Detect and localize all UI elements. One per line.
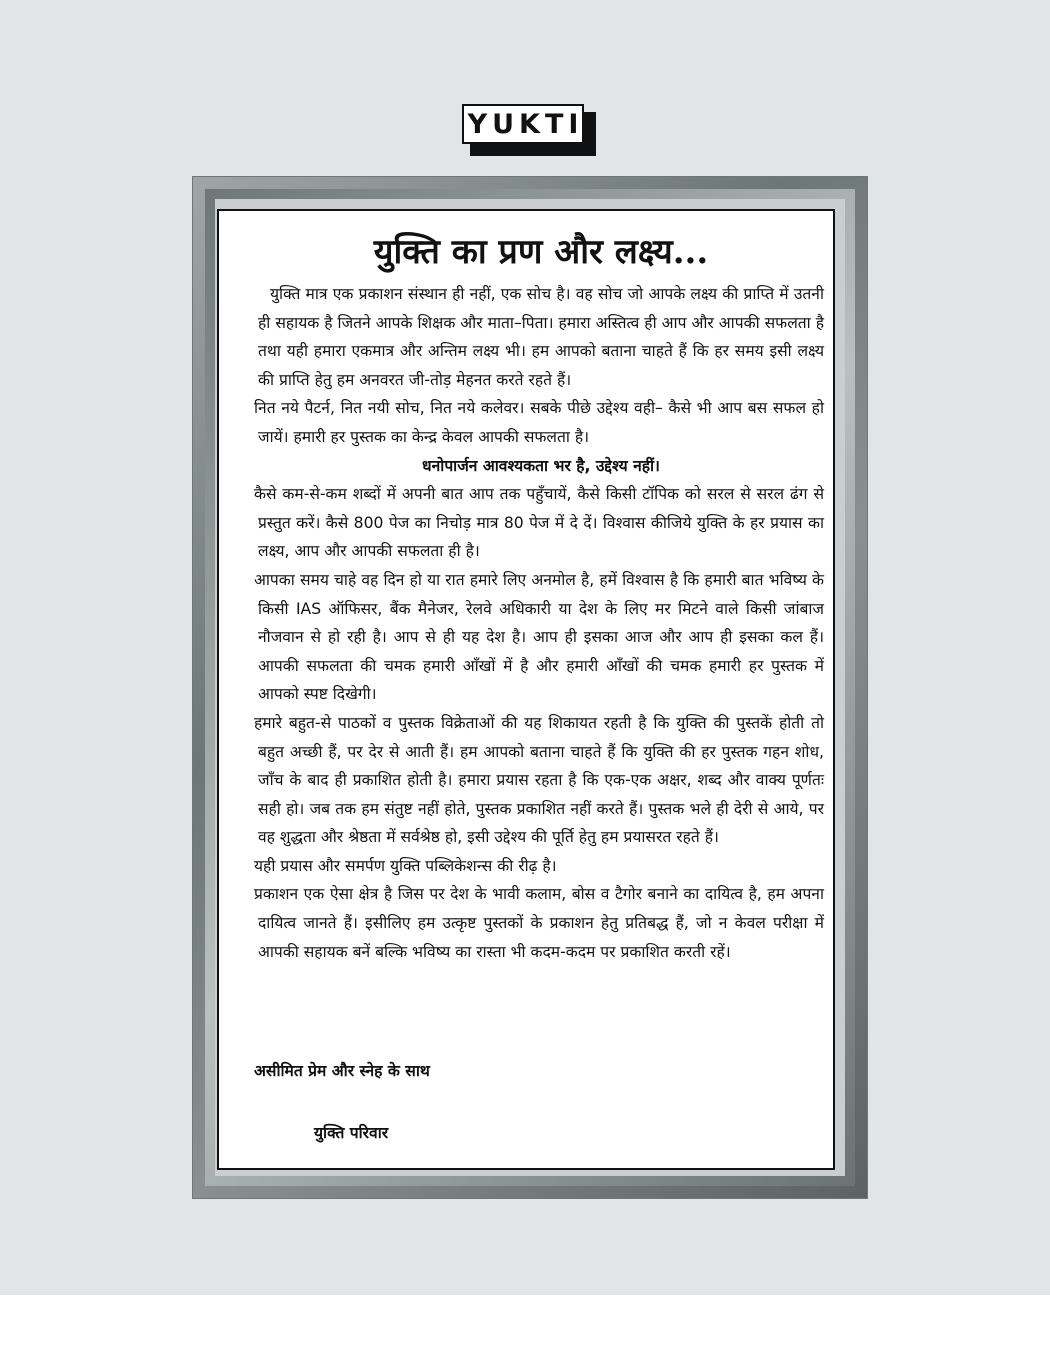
paragraph-4: आपका समय चाहे वह दिन हो या रात हमारे लिए अनमोल है, हमें विश्वास है कि हमारी बात भविष्य के किसी IAS ऑफिसर, बैंक मैनेजर, रेलवे अधिकारी या देश के लिए मर मिटने वाले किसी जांबाज नौजवान से हो रही है। आप से ही यह देश है। आप ही इसका आज और आप ही इसका कल हैं। आपकी सफलता की चमक हमारी आँखों में है और हमारी आँखों की चमक हमारी हर पुस्तक में आपको स्पष्ट दिखेगी। bbox=[254, 570, 824, 704]
letter-content bbox=[254, 226, 824, 966]
paragraph-1: युक्ति मात्र एक प्रकाशन संस्थान ही नहीं, एक सोच है। वह सोच जो आपके लक्ष्य की प्राप्ति में उतनी ही सहायक है जितने आपके शिक्षक और माता–पिता। हमारा अस्तित्व ही आप और आपकी सफलता है तथा यही हमारा एकमात्र और अन्तिम लक्ष्य भी। हम आपको बताना चाहते हैं कि हर समय इसी लक्ष्य की प्राप्ति हेतु हम अनवरत जी-तोड़ मेहनत करते रहते हैं। bbox=[258, 285, 824, 389]
paragraph-6: यही प्रयास और समर्पण युक्ति पब्लिकेशन्स की रीढ़ है। bbox=[254, 856, 557, 875]
yukti-logo bbox=[462, 104, 598, 158]
signature: युक्ति परिवार bbox=[314, 1124, 389, 1142]
logo-text: YUKTI bbox=[467, 108, 584, 140]
letter-title: युक्ति का प्रण और लक्ष्य... bbox=[373, 232, 709, 272]
paragraph-2: नित नये पैटर्न, नित नयी सोच, नित नये कलेवर। सबके पीछे उद्देश्य वही– कैसे भी आप बस सफल हो जायें। हमारी हर पुस्तक का केन्द्र केवल आपकी सफलता है। bbox=[254, 399, 824, 446]
paragraph-5: हमारे बहुत-से पाठकों व पुस्तक विक्रेताओं की यह शिकायत रहती है कि युक्ति की पुस्तकें होती तो बहुत अच्छी हैं, पर देर से आती हैं। हम आपको बताना चाहते हैं कि युक्ति की हर पुस्तक गहन शोध, जाँच के बाद ही प्रकाशित होती है। हमारा प्रयास रहता है कि एक-एक अक्षर, शब्द और वाक्य पूर्णतः सही हो। जब तक हम संतुष्ट नहीं होते, पुस्तक प्रकाशित नहीं करते हैं। पुस्तक भले ही देरी से आये, पर वह शुद्धता और श्रेष्ठता में सर्वश्रेष्ठ हो, इसी उद्देश्य की पूर्ति हेतु हम प्रयासरत रहते हैं। bbox=[254, 713, 824, 847]
paragraph-3: कैसे कम-से-कम शब्दों में अपनी बात आप तक पहुँचायें, कैसे किसी टॉपिक को सरल से सरल ढंग से प्रस्तुत करें। कैसे 800 पेज का निचोड़ मात्र 80 पेज में दे दें। विश्वास कीजिये युक्ति के हर प्रयास का लक्ष्य, आप और आपकी सफलता ही है। bbox=[254, 485, 824, 561]
highlight-line: धनोपार्जन आवश्यकता भर है, उद्देश्य नहीं। bbox=[422, 456, 660, 475]
paragraph-7: प्रकाशन एक ऐसा क्षेत्र है जिस पर देश के भावी कलाम, बोस व टैगोर बनाने का दायित्व है, हम अपना दायित्व जानते हैं। इसीलिए हम उत्कृष्ट पुस्तकों के प्रकाशन हेतु प्रतिबद्ध हैं, जो न केवल परीक्षा में आपकी सहायक बनें बल्कि भविष्य का रास्ता भी कदम-कदम पर प्रकाशित करती रहें। bbox=[254, 885, 824, 961]
closing-line: असीमित प्रेम और स्नेह के साथ bbox=[254, 1062, 430, 1080]
logo-box bbox=[462, 104, 584, 144]
